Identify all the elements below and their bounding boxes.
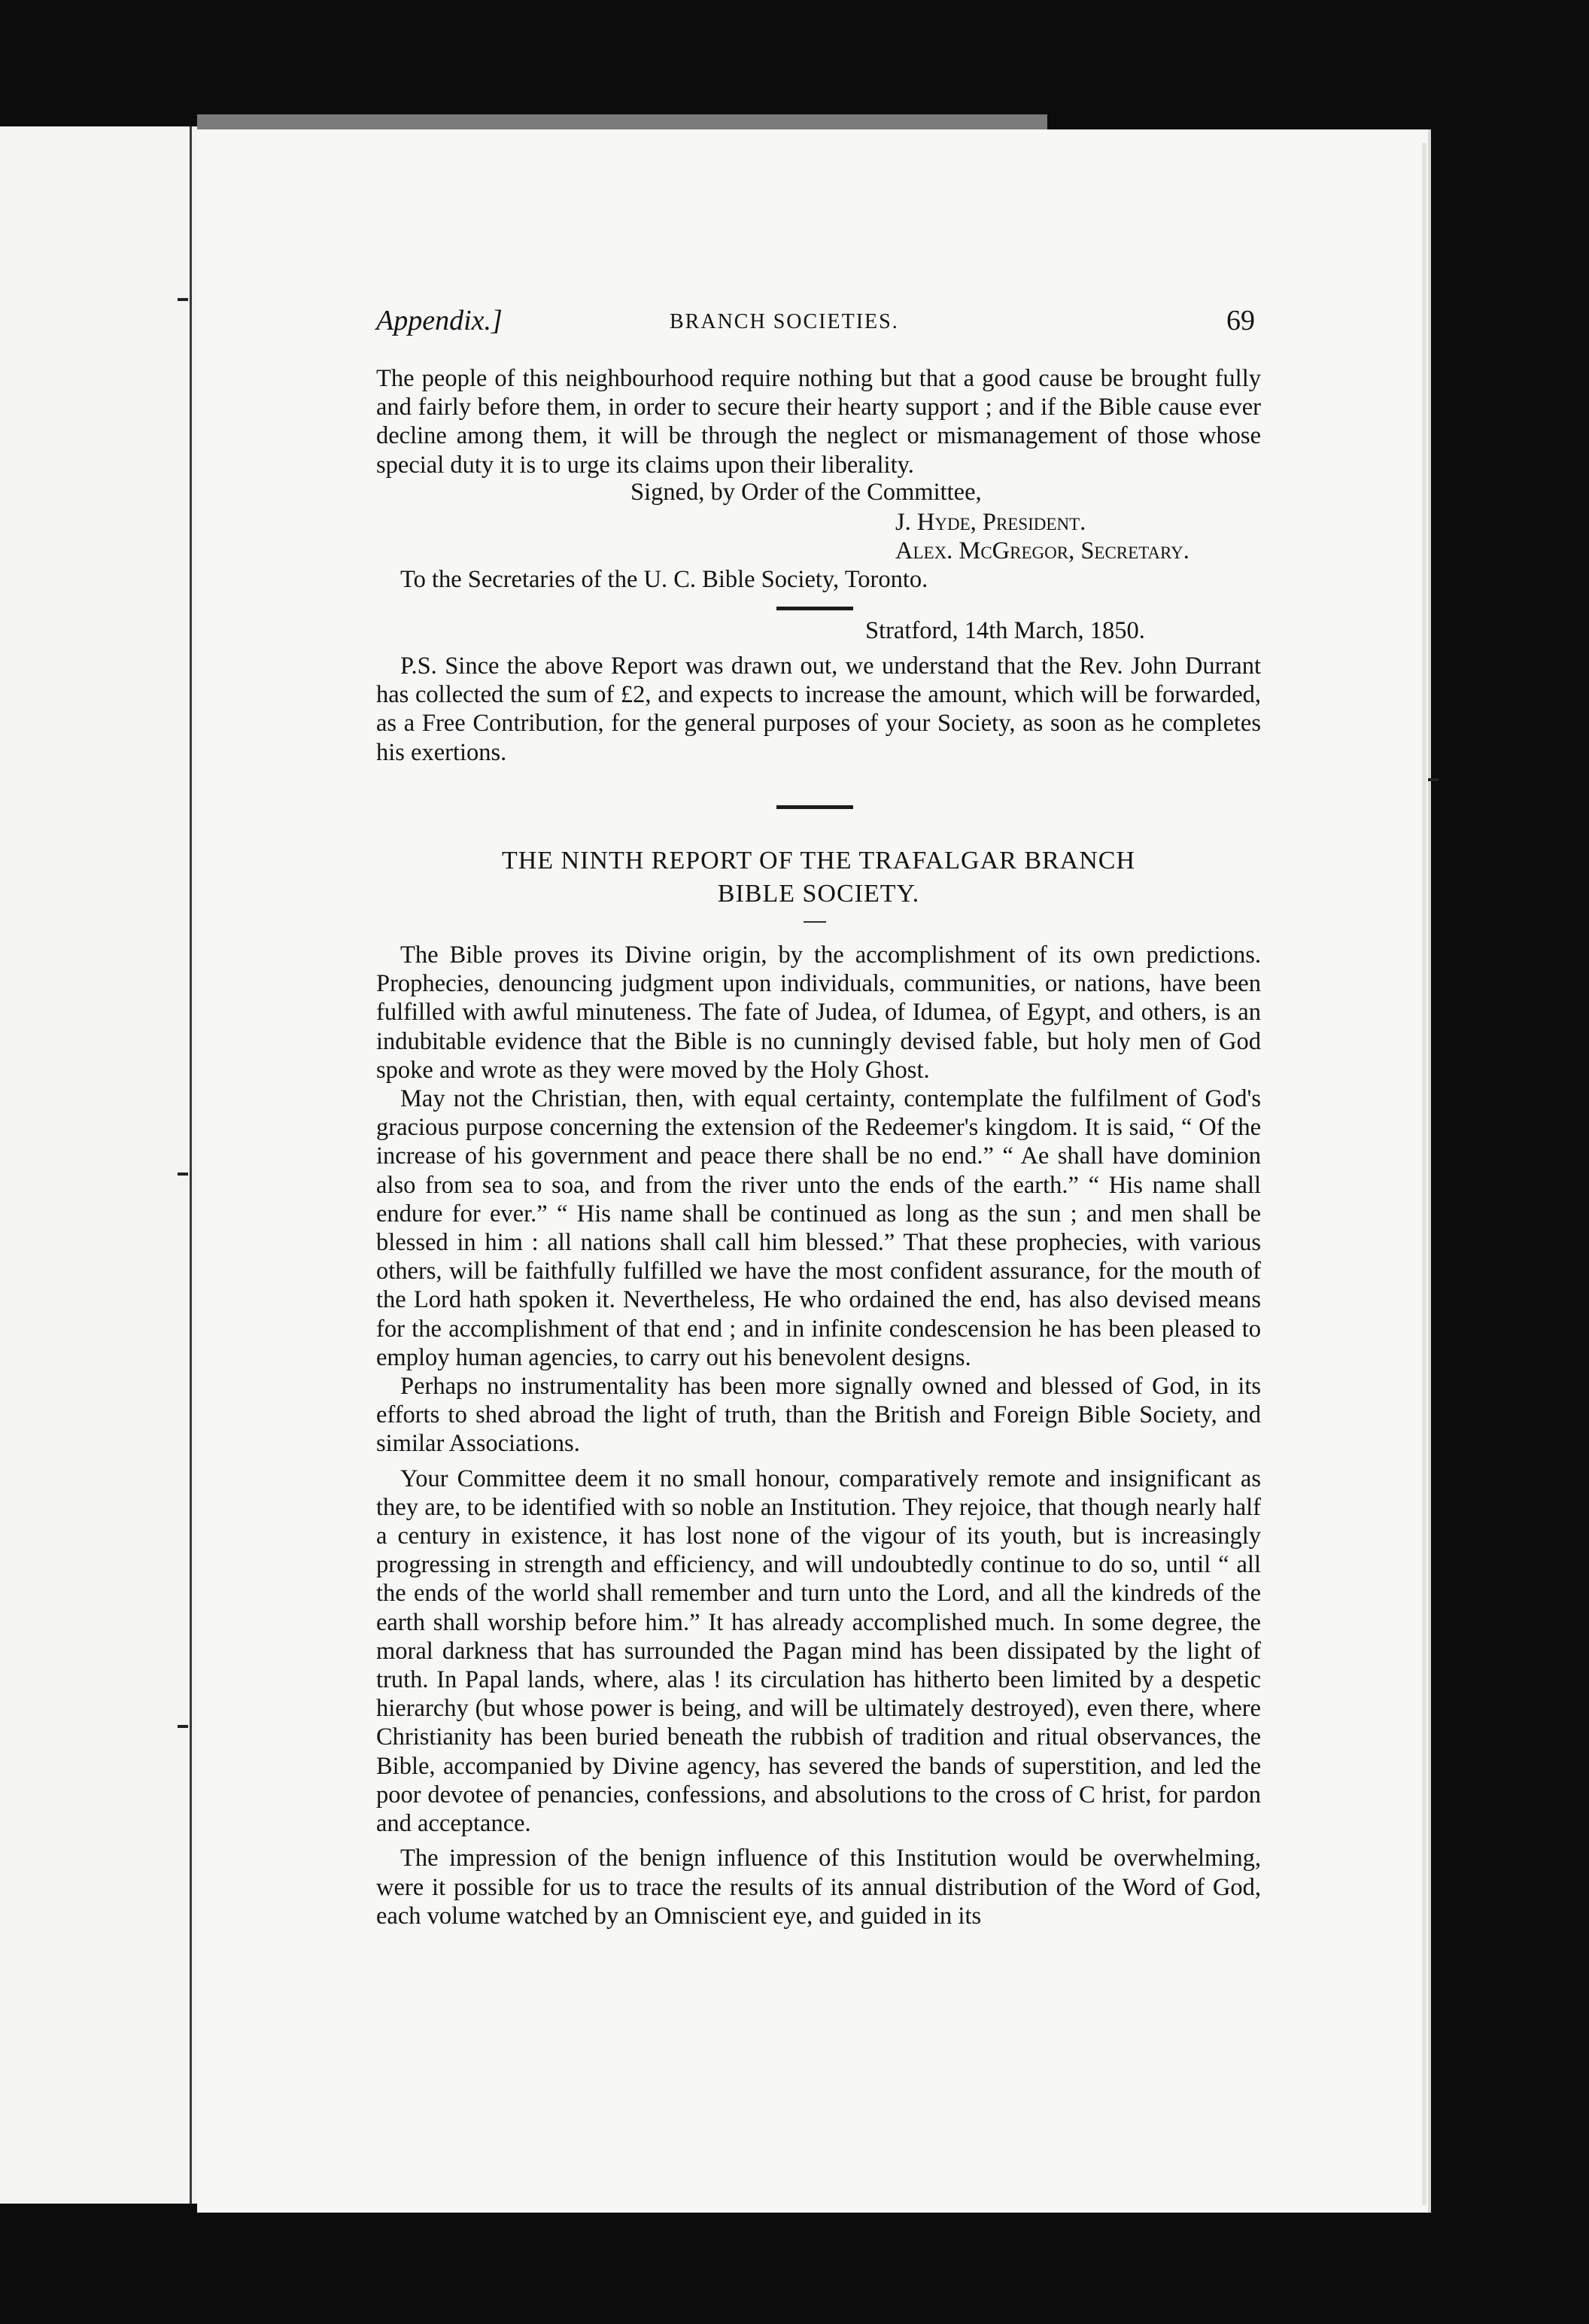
president-signature: J. Hyde, President.: [895, 509, 1086, 536]
report-paragraph: May not the Christian, then, with equal certainty, contemplate the fulfilment of God's gracious purpose concerning the extension of the Redeemer's kingdom. It is said, “ Of the increase of his government and peace there shall be no end.” “ Ae shall have dominion also from sea to soa, and from the river unto the ends of the earth.” “ His name shall endure for ever.” “ His name shall be continued as long as the sun ; and men shall be blessed in him : all nations shall call him blessed.” That these prophecies, with various others, will be faithfully fulfilled we have the most confident assurance, for the mouth of the Lord hath spoken it. Nevertheless, He who ordained the end, has also devised means for the accomplishment of that end ; and in infinite condescension he has been pleased to employ human agencies, to carry out his benevolent designs.: [376, 1085, 1261, 1371]
addressee-line: To the Secretaries of the U. C. Bible Society, Toronto.: [400, 566, 928, 593]
facing-page-edge: [0, 126, 204, 2204]
binding-mark: [178, 1173, 188, 1176]
report-body: [376, 941, 1261, 1930]
page-right-edge: [1422, 143, 1426, 2205]
report-paragraph: Perhaps no instrumentality has been more signally owned and blessed of God, in its efforts to shed abroad the light of truth, than the British and Foreign Bible Society, and similar Associations.: [376, 1373, 1261, 1458]
secretary-signature: Alex. McGregor, Secretary.: [895, 537, 1189, 564]
section-rule: [776, 805, 853, 809]
dateline: Stratford, 14th March, 1850.: [865, 617, 1145, 644]
report-title-line-2: BIBLE SOCIETY.: [717, 880, 920, 908]
signed-by-line: Signed, by Order of the Committee,: [630, 479, 982, 506]
separator-rule: [776, 607, 853, 610]
title-underline: [804, 921, 826, 923]
report-paragraph: The impression of the benign influence of this Institution would be overwhelming, were it possible for us to trace the results of its annual distribution of the Word of God, each volume watched by an Omniscient eye, and guided in its: [376, 1845, 1261, 1930]
running-header: [376, 304, 1261, 342]
letter-paragraph: The people of this neighbourhood require nothing but that a good cause be brought fully and fairly before them, in order to secure their hearty support ; and if the Bible cause ever decline among them, it will be through the neglect or mismanagement of those whose special duty it is to urge its claims upon their liberality.: [376, 365, 1261, 479]
report-paragraph: Your Committee deem it no small honour, comparatively remote and insignificant as they are, to be identified with so noble an Institution. They rejoice, that though nearly half a century in existence, it has lost none of the vigour of its youth, but is increasingly progressing in strength and efficiency, and will undoubtedly continue to do so, until “ all the ends of the world shall remember and turn unto the Lord, and all the kindreds of the earth shall worship before him.” It has already accomplished much. In some degree, the moral darkness that has surrounded the Pagan mind has been dissipated by the light of truth. In Papal lands, where, alas ! its circulation has hitherto been limited by a despetic hierarchy (but whose power is being, and will be ultimately destroyed), even there, where Christianity has been buried beneath the rubbish of tradition and ritual observances, the Bible, accompanied by Divine agency, has severed the bands of superstition, and led the poor devotee of penancies, confessions, and absolutions to the cross of C hrist, for pardon and acceptance.: [376, 1465, 1261, 1838]
postscript: P.S. Since the above Report was drawn out, we understand that the Rev. John Durrant has collected the sum of £2, and expects to increase the amount, which will be forwarded, as a Free Contribution, for the general purposes of your Society, as soon as he completes his exertions.: [376, 652, 1261, 766]
header-title: BRANCH SOCIETIES.: [670, 310, 899, 333]
book-spine: [190, 126, 192, 2204]
binding-mark: [178, 298, 188, 301]
report-title-line-1: THE NINTH REPORT OF THE TRAFALGAR BRANCH: [501, 847, 1136, 875]
header-section: Appendix.]: [376, 305, 503, 336]
page-number: 69: [1226, 305, 1255, 336]
postscript-block: [376, 652, 1261, 772]
binding-mark: [1428, 778, 1439, 781]
binding-mark: [178, 1725, 188, 1728]
report-paragraph: The Bible proves its Divine origin, by the accomplishment of its own predictions. Prophecies, denouncing judgment upon individuals, communities, or nations, have been fulfilled with awful minuteness. The fate of Judea, of Idumea, of Egypt, and others, is an indubitable evidence that the Bible is no cunningly devised fable, but holy men of God spoke and wrote as they were moved by the Holy Ghost.: [376, 941, 1261, 1084]
